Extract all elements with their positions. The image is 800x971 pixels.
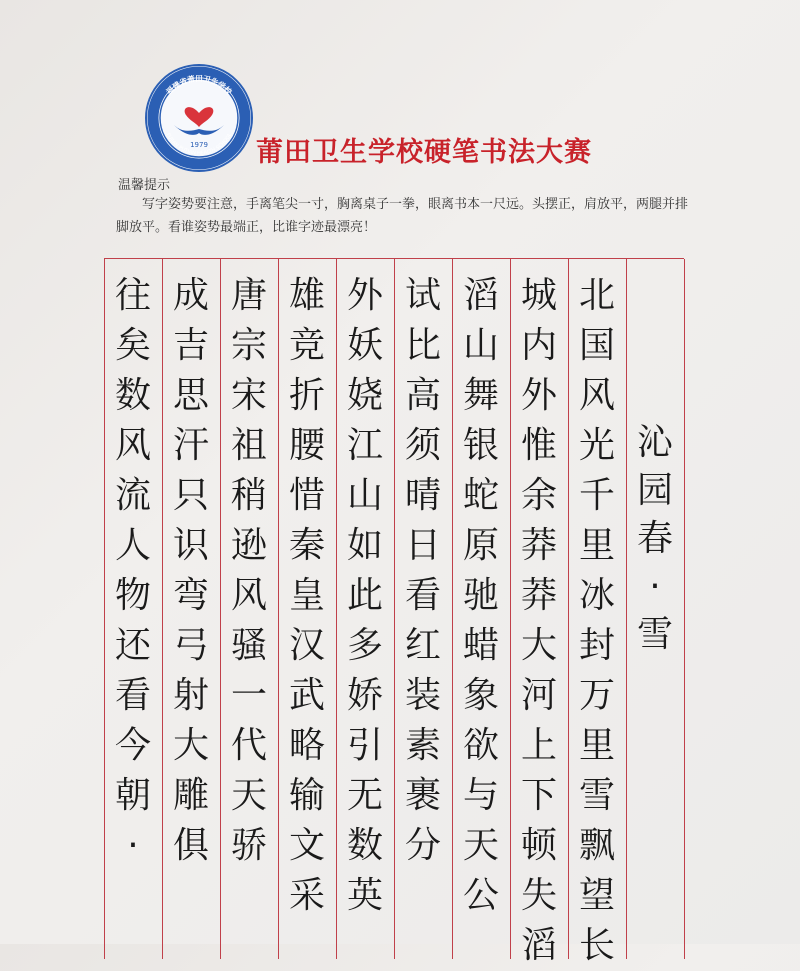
handwritten-char: 汗 (172, 425, 209, 466)
handwritten-char: 里 (578, 525, 615, 566)
handwritten-char: 竞 (288, 325, 325, 366)
handwritten-char: 北 (578, 275, 615, 316)
handwritten-char: 千 (578, 475, 615, 516)
handwritten-char: 惜 (288, 475, 325, 516)
handwritten-char: 与 (462, 775, 499, 816)
handwritten-char: 春 (636, 518, 673, 559)
handwritten-char: 数 (346, 825, 383, 866)
handwritten-char: 往 (114, 275, 151, 316)
handwritten-char: 山 (462, 325, 499, 366)
handwritten-char: 俱 (172, 825, 209, 866)
handwritten-char: 长 (578, 925, 615, 966)
handwritten-char: 裹 (404, 775, 441, 816)
handwritten-char: 红 (404, 625, 441, 666)
handwritten-char: 外 (346, 275, 383, 316)
handwritten-char: 弓 (172, 625, 209, 666)
handwritten-char: 娇 (346, 675, 383, 716)
handwritten-char: 园 (636, 470, 673, 511)
handwritten-char: 分 (404, 825, 441, 866)
handwritten-char: 宗 (230, 325, 267, 366)
poem-column (279, 271, 335, 921)
poem-column (395, 271, 451, 871)
handwritten-char: 滔 (520, 925, 557, 966)
handwritten-char: 国 (578, 325, 615, 366)
handwritten-char: 舞 (462, 375, 499, 416)
handwritten-char: 多 (346, 625, 383, 666)
handwritten-char: 此 (346, 575, 383, 616)
handwritten-char: 雪 (578, 775, 615, 816)
handwritten-char: 山 (346, 475, 383, 516)
handwritten-char: 天 (462, 825, 499, 866)
handwritten-char: 冰 (578, 575, 615, 616)
handwritten-char: 欲 (462, 725, 499, 766)
handwritten-char: 唐 (230, 275, 267, 316)
handwritten-char: 顿 (520, 825, 557, 866)
handwritten-char: 朝 (114, 775, 151, 816)
poem-column (569, 271, 625, 971)
handwritten-char: 下 (520, 775, 557, 816)
handwritten-char: 象 (462, 675, 499, 716)
handwritten-char: 万 (578, 675, 615, 716)
handwritten-char: · (127, 825, 139, 866)
handwritten-char: 日 (404, 525, 441, 566)
handwritten-char: 风 (114, 425, 151, 466)
handwritten-char: 识 (172, 525, 209, 566)
handwritten-char: 大 (520, 625, 557, 666)
poem-column (337, 271, 393, 921)
handwritten-char: 采 (288, 875, 325, 916)
handwritten-char: 代 (230, 725, 267, 766)
handwritten-char: 莽 (520, 575, 557, 616)
handwritten-char: 骄 (230, 825, 267, 866)
handwritten-char: 输 (288, 775, 325, 816)
handwritten-char: 成 (172, 275, 209, 316)
handwritten-char: 公 (462, 875, 499, 916)
handwritten-char: 滔 (462, 275, 499, 316)
handwritten-char: 飘 (578, 825, 615, 866)
handwritten-char: 娆 (346, 375, 383, 416)
handwritten-char: 素 (404, 725, 441, 766)
handwritten-char: 还 (114, 625, 151, 666)
poem-column (511, 271, 567, 971)
handwritten-char: 外 (520, 375, 557, 416)
handwritten-char: 略 (288, 725, 325, 766)
handwritten-char: 宋 (230, 375, 267, 416)
handwritten-char: 雄 (288, 275, 325, 316)
handwritten-char: 高 (404, 375, 441, 416)
handwritten-char: 思 (172, 375, 209, 416)
handwritten-char: 只 (172, 475, 209, 516)
handwritten-char: 装 (404, 675, 441, 716)
handwritten-char: 雕 (172, 775, 209, 816)
handwritten-char: 妖 (346, 325, 383, 366)
handwritten-char: 驰 (462, 575, 499, 616)
logo-bottom-text: FUJIAN PUTIAN HEALTH SCHOOL (164, 132, 234, 157)
handwritten-char: 英 (346, 875, 383, 916)
contest-title: 莆田卫生学校硬笔书法大赛 (256, 137, 592, 168)
handwritten-char: 稍 (230, 475, 267, 516)
poem-column (453, 271, 509, 921)
handwritten-char: 矣 (114, 325, 151, 366)
handwritten-char: 风 (578, 375, 615, 416)
handwritten-char: 流 (114, 475, 151, 516)
poem-column (163, 271, 219, 871)
handwritten-char: 汉 (288, 625, 325, 666)
tips-text: 写字姿势要注意，手离笔尖一寸，胸离桌子一拳，眼离书本一尺远。头摆正，肩放平，两腿并排脚放平。看谁姿势最端正，比谁字迹最漂亮！ (116, 197, 689, 235)
handwritten-char: 失 (520, 875, 557, 916)
handwritten-char: 光 (578, 425, 615, 466)
handwritten-char: 物 (114, 575, 151, 616)
handwritten-char: 弯 (172, 575, 209, 616)
handwritten-char: 文 (288, 825, 325, 866)
handwritten-char: 须 (404, 425, 441, 466)
poem-column (221, 271, 277, 871)
handwritten-char: 引 (346, 725, 383, 766)
handwritten-char: 无 (346, 775, 383, 816)
handwritten-char: 逊 (230, 525, 267, 566)
handwritten-char: 人 (114, 525, 151, 566)
handwritten-char: 今 (114, 725, 151, 766)
handwritten-char: 蜡 (462, 625, 499, 666)
handwritten-char: 骚 (230, 625, 267, 666)
handwritten-char: 内 (520, 325, 557, 366)
handwritten-char: 河 (520, 675, 557, 716)
handwritten-char: 如 (346, 525, 383, 566)
handwritten-char: 沁 (636, 422, 673, 463)
logo-year: 1979 (190, 141, 208, 149)
handwritten-char: 秦 (288, 525, 325, 566)
handwritten-char: 银 (462, 425, 499, 466)
handwritten-char: 雪 (636, 614, 673, 655)
handwritten-char: 祖 (230, 425, 267, 466)
handwritten-char: 余 (520, 475, 557, 516)
handwritten-char: 比 (404, 325, 441, 366)
writing-grid (104, 258, 684, 966)
poem-title-column (627, 419, 683, 659)
handwritten-char: 一 (230, 675, 267, 716)
handwritten-char: · (649, 566, 661, 607)
handwritten-char: 折 (288, 375, 325, 416)
handwritten-char: 望 (578, 875, 615, 916)
logo-top-text: 福建省莆田卫生学校 (164, 74, 234, 97)
handwritten-char: 封 (578, 625, 615, 666)
grid-line (684, 259, 685, 959)
handwritten-char: 腰 (288, 425, 325, 466)
handwritten-char: 原 (462, 525, 499, 566)
handwritten-char: 射 (172, 675, 209, 716)
tips-label: 温馨提示 (118, 178, 171, 193)
handwritten-char: 吉 (172, 325, 209, 366)
handwritten-char: 天 (230, 775, 267, 816)
handwritten-char: 惟 (520, 425, 557, 466)
school-logo (144, 63, 254, 173)
handwritten-char: 武 (288, 675, 325, 716)
handwritten-char: 风 (230, 575, 267, 616)
handwritten-char: 城 (520, 275, 557, 316)
handwritten-char: 皇 (288, 575, 325, 616)
handwritten-char: 莽 (520, 525, 557, 566)
poem-column (105, 271, 161, 871)
handwritten-char: 里 (578, 725, 615, 766)
handwritten-char: 上 (520, 725, 557, 766)
handwritten-char: 蛇 (462, 475, 499, 516)
handwritten-char: 晴 (404, 475, 441, 516)
handwritten-char: 江 (346, 425, 383, 466)
handwritten-char: 看 (114, 675, 151, 716)
handwritten-char: 看 (404, 575, 441, 616)
handwritten-char: 大 (172, 725, 209, 766)
handwritten-char: 试 (404, 275, 441, 316)
handwritten-char: 数 (114, 375, 151, 416)
